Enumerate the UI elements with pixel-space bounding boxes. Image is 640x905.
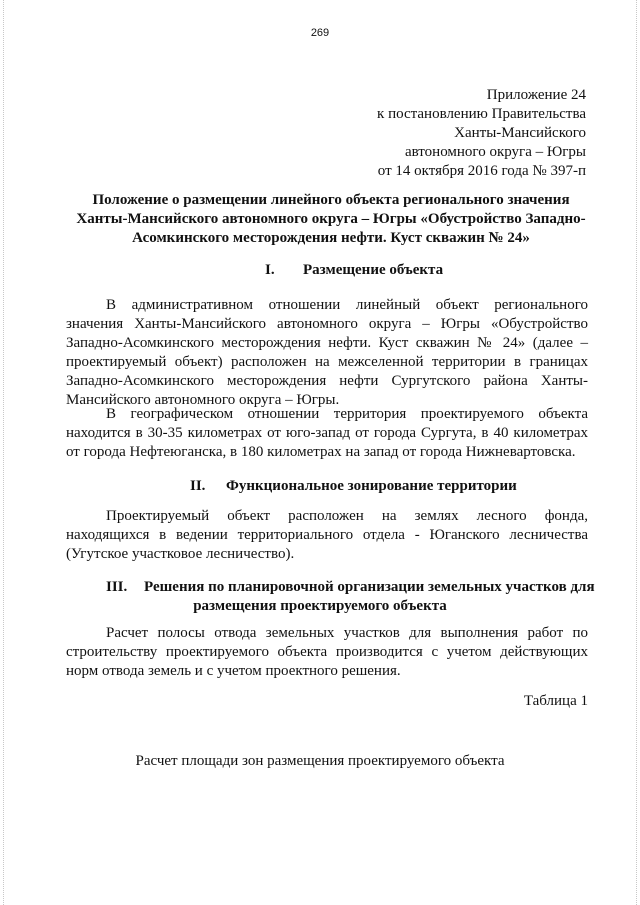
section-heading-continued (0, 597, 640, 616)
section-heading (106, 578, 595, 597)
section-number: I. (265, 262, 275, 278)
appendix-line: от 14 октября 2016 года № 397-п (377, 163, 586, 179)
page-number: 269 (310, 27, 330, 39)
section-title: Размещение объекта (303, 262, 444, 278)
table-label: Таблица 1 (523, 693, 588, 709)
section-heading (190, 477, 517, 496)
appendix-block (377, 86, 586, 181)
paragraph: Проектируемый объект расположен на землях лесного фонда, находящихся в ведении территориального отдела - Юганского лесничества (Угутское участковое лесничество). (66, 508, 588, 562)
section-title: Решения по планировочной организации земельных участков для (144, 579, 595, 595)
paragraph: Расчет полосы отвода земельных участков для выполнения работ по строительству проектируемого объекта производится с учетом действующих норм отвода земель и с учетом проектного решения. (66, 625, 588, 679)
document-title: Положение о размещении линейного объекта регионального значения Ханты-Мансийского автономного округа – Югры «Обустройство Западно-Асомкинского месторождения нефти. Куст скважин № 24» (76, 192, 586, 246)
appendix-line: Ханты-Мансийского (454, 125, 586, 141)
appendix-line: автономного округа – Югры (404, 144, 586, 160)
paragraph: В географическом отношении территория проектируемого объекта находится в 30-35 километрах от юго-запад от города Сургута, в 40 километрах от города Нефтеюганска, в 180 километрах на запад от города Нижневартовска. (66, 406, 588, 460)
section-title: размещения проектируемого объекта (193, 598, 447, 614)
paragraph: В административном отношении линейный объект регионального значения Ханты-Мансийского автономного округа – Югры «Обустройство Западно-Асомкинского месторождения нефти. Куст скважин № 24» (далее – проектируемый объект) расположен на межселенной территории в границах Западно-Асомкинского месторождения нефти Сургутского района Ханты-Мансийского автономного округа – Югры. (66, 297, 588, 408)
section-number: III. (106, 579, 128, 595)
section-number: II. (190, 478, 206, 494)
section-heading (265, 261, 443, 280)
section-title: Функциональное зонирование территории (226, 478, 517, 494)
table-caption: Расчет площади зон размещения проектируемого объекта (135, 753, 505, 769)
appendix-line: к постановлению Правительства (377, 106, 586, 122)
appendix-line: Приложение 24 (486, 87, 586, 103)
